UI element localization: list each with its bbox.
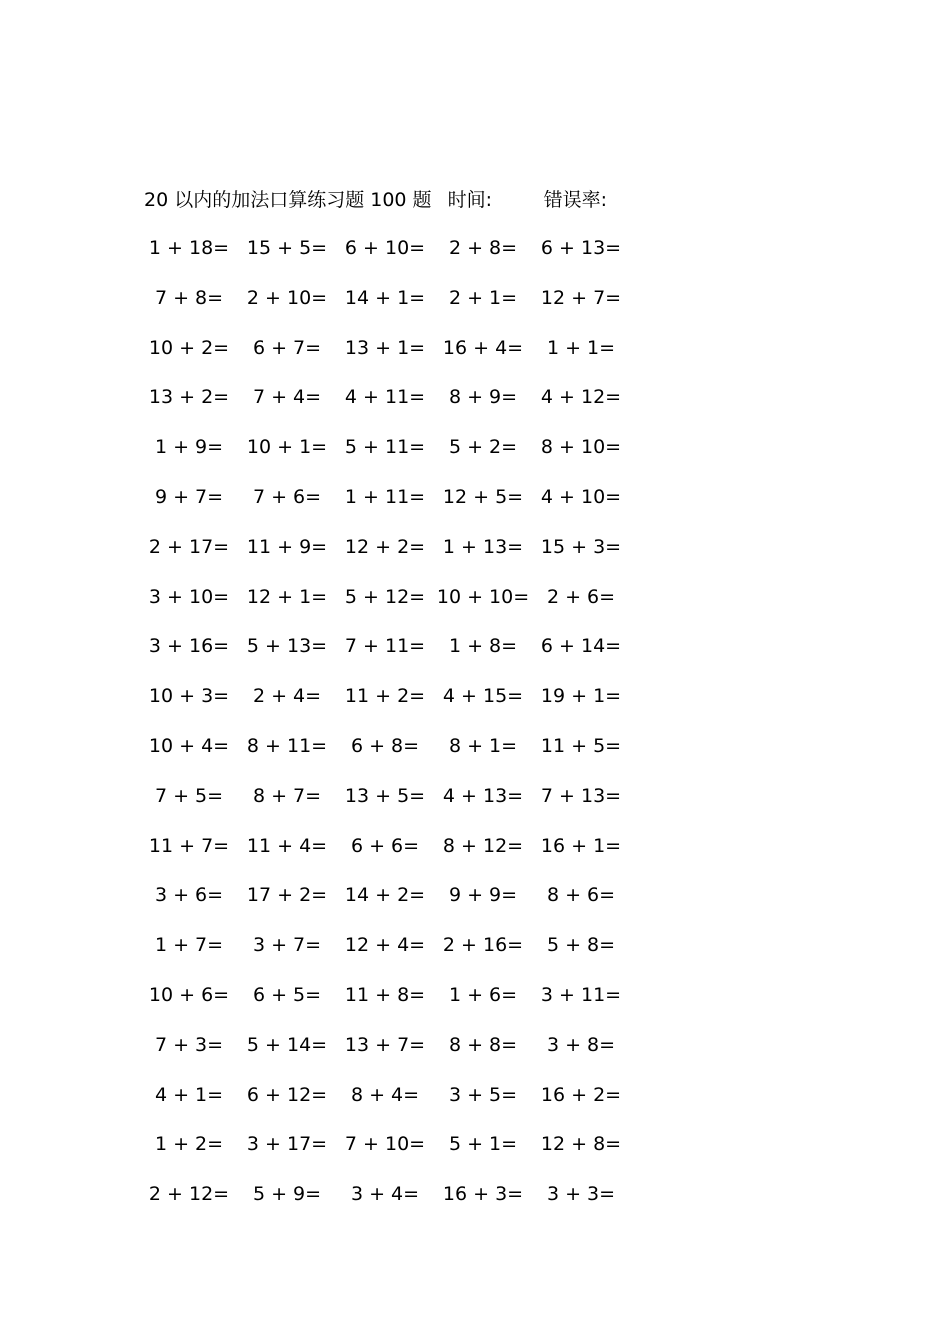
problem-item: 5 + 1= [448,1133,518,1156]
problem-item: 8 + 1= [448,734,518,757]
problem-item: 1 + 11= [344,485,426,508]
problem-item: 8 + 10= [540,436,622,459]
problem-item: 11 + 9= [246,535,328,558]
problem-item: 12 + 2= [344,535,426,558]
problem-row [140,583,640,633]
problem-item: 11 + 7= [148,834,230,857]
problem-row [140,1081,640,1131]
problem-item: 3 + 7= [252,934,322,957]
problem-grid [140,234,640,1230]
problem-item: 5 + 11= [344,436,426,459]
problem-item: 2 + 1= [448,286,518,309]
problem-item: 4 + 10= [540,485,622,508]
problem-item: 1 + 9= [154,436,224,459]
problem-item: 3 + 17= [246,1133,328,1156]
problem-item: 6 + 5= [252,983,322,1006]
problem-item: 12 + 7= [540,286,622,309]
problem-item: 2 + 12= [148,1183,230,1206]
problem-item: 6 + 14= [540,635,622,658]
problem-item: 8 + 9= [448,386,518,409]
problem-item: 16 + 2= [540,1083,622,1106]
problem-item: 9 + 7= [154,485,224,508]
problem-row [140,433,640,483]
problem-item: 1 + 13= [442,535,524,558]
problem-item: 6 + 13= [540,237,622,259]
problem-item: 8 + 6= [546,884,616,907]
problem-item: 10 + 4= [148,734,230,757]
problem-item: 4 + 11= [344,386,426,409]
problem-item: 1 + 18= [148,237,230,259]
problem-item: 1 + 8= [448,635,518,658]
problem-item: 7 + 3= [154,1033,224,1056]
problem-row [140,383,640,433]
problem-item: 6 + 7= [252,336,322,359]
problem-item: 5 + 14= [246,1033,328,1056]
problem-item: 7 + 6= [252,485,322,508]
problem-item: 2 + 17= [148,535,230,558]
problem-item: 5 + 8= [546,934,616,957]
problem-item: 6 + 8= [350,734,420,757]
problem-item: 14 + 2= [344,884,426,907]
problem-item: 16 + 3= [442,1183,524,1206]
problem-item: 16 + 1= [540,834,622,857]
problem-item: 11 + 5= [540,734,622,757]
problem-row [140,732,640,782]
problem-row [140,533,640,583]
problem-item: 6 + 6= [350,834,420,857]
problem-row [140,782,640,832]
problem-item: 7 + 4= [252,386,322,409]
problem-item: 4 + 15= [442,685,524,708]
problem-item: 8 + 12= [442,834,524,857]
problem-row [140,334,640,384]
problem-item: 1 + 7= [154,934,224,957]
problem-item: 11 + 8= [344,983,426,1006]
problem-item: 3 + 6= [154,884,224,907]
problem-item: 11 + 2= [344,685,426,708]
problem-item: 3 + 10= [148,585,230,608]
problem-item: 12 + 4= [344,934,426,957]
problem-item: 2 + 16= [442,934,524,957]
problem-item: 12 + 8= [540,1133,622,1156]
problem-item: 6 + 12= [246,1083,328,1106]
problem-item: 3 + 4= [350,1183,420,1206]
problem-item: 5 + 13= [246,635,328,658]
problem-item: 7 + 10= [344,1133,426,1156]
problem-item: 4 + 12= [540,386,622,409]
time-label: 时间: [447,189,493,211]
problem-item: 7 + 11= [344,635,426,658]
problem-item: 7 + 5= [154,784,224,807]
problem-item: 10 + 3= [148,685,230,708]
problem-row [140,483,640,533]
worksheet-title: 20 以内的加法口算练习题 100 题 [144,189,432,211]
problem-item: 16 + 4= [442,336,524,359]
problem-row [140,284,640,334]
problem-item: 19 + 1= [540,685,622,708]
problem-item: 13 + 7= [344,1033,426,1056]
problem-row [140,632,640,682]
problem-item: 8 + 8= [448,1033,518,1056]
problem-item: 7 + 13= [540,784,622,807]
problem-item: 11 + 4= [246,834,328,857]
problem-item: 10 + 6= [148,983,230,1006]
problem-item: 4 + 1= [154,1083,224,1106]
problem-item: 2 + 6= [546,585,616,608]
problem-item: 5 + 12= [344,585,426,608]
problem-item: 13 + 5= [344,784,426,807]
problem-item: 3 + 3= [546,1183,616,1206]
problem-row [140,931,640,981]
problem-row [140,1031,640,1081]
worksheet-header [144,186,607,214]
problem-item: 5 + 2= [448,436,518,459]
problem-row [140,234,640,284]
problem-item: 4 + 13= [442,784,524,807]
problem-item: 3 + 5= [448,1083,518,1106]
problem-item: 17 + 2= [246,884,328,907]
problem-item: 8 + 11= [246,734,328,757]
problem-item: 1 + 2= [154,1133,224,1156]
problem-item: 2 + 4= [252,685,322,708]
problem-item: 1 + 6= [448,983,518,1006]
problem-item: 3 + 16= [148,635,230,658]
problem-item: 10 + 1= [246,436,328,459]
problem-item: 10 + 2= [148,336,230,359]
problem-item: 6 + 10= [344,237,426,259]
problem-item: 15 + 3= [540,535,622,558]
problem-item: 9 + 9= [448,884,518,907]
problem-row [140,981,640,1031]
problem-item: 2 + 10= [246,286,328,309]
problem-item: 12 + 5= [442,485,524,508]
problem-row [140,682,640,732]
problem-item: 8 + 4= [350,1083,420,1106]
problem-item: 14 + 1= [344,286,426,309]
problem-item: 13 + 2= [148,386,230,409]
problem-item: 10 + 10= [436,585,530,608]
problem-item: 3 + 8= [546,1033,616,1056]
problem-row [140,832,640,882]
problem-row [140,1130,640,1180]
problem-item: 1 + 1= [546,336,616,359]
problem-row [140,1180,640,1230]
problem-item: 3 + 11= [540,983,622,1006]
error-rate-label: 错误率: [543,189,608,211]
problem-item: 8 + 7= [252,784,322,807]
problem-item: 5 + 9= [252,1183,322,1206]
problem-item: 2 + 8= [448,237,518,259]
problem-item: 15 + 5= [246,237,328,259]
problem-item: 7 + 8= [154,286,224,309]
problem-item: 13 + 1= [344,336,426,359]
problem-row [140,881,640,931]
problem-item: 12 + 1= [246,585,328,608]
